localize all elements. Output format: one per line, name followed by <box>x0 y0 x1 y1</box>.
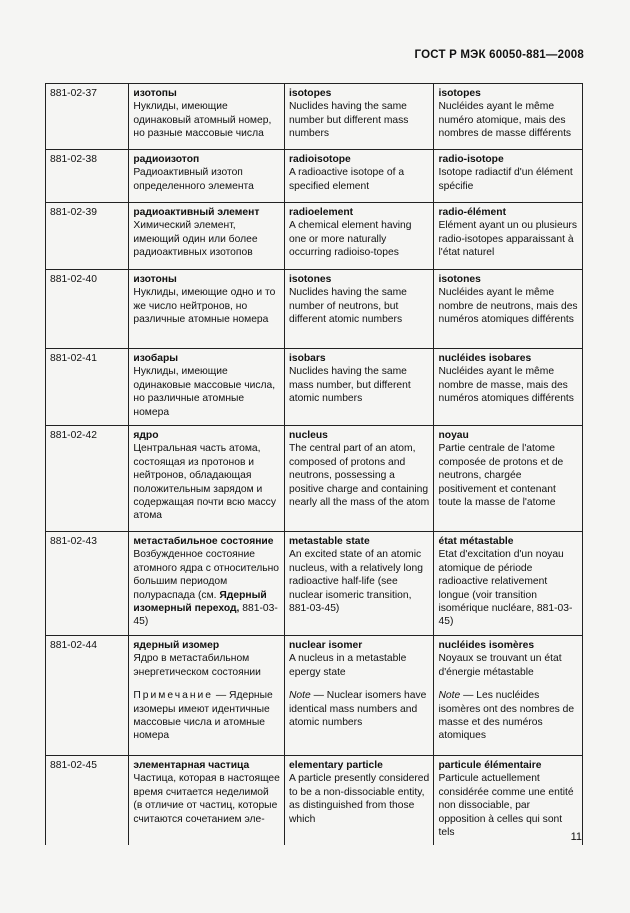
ru-cross-reference-code: 881-03-45) <box>133 603 278 628</box>
table-row <box>46 349 583 426</box>
ru-term: радиоактивный элемент <box>133 207 260 218</box>
fr-term: nucléides isomères <box>438 639 535 651</box>
en-term: radioisotope <box>288 154 351 165</box>
fr-definition: Partie centrale de l'atome composée de protons et de neutrons, chargée positivement et contenant toute la masse de l'atome <box>438 443 564 509</box>
en-term: metastable state <box>288 536 370 548</box>
ru-definition: Нуклиды, имеющие одинаковый атомный номер, но разные массовые числа <box>133 101 272 140</box>
ru-cell <box>129 532 285 636</box>
ru-definition-text: Возбужденное состояние атомного ядра с относительно большим периодом полураспада (см. <box>133 549 280 601</box>
en-cell <box>284 150 434 203</box>
glossary-table <box>45 83 583 845</box>
fr-term: isotopes <box>438 88 481 99</box>
table-row <box>46 426 583 532</box>
table-row <box>46 203 583 270</box>
fr-term: état métastable <box>438 536 514 548</box>
fr-term: noyau <box>438 430 469 442</box>
en-note <box>289 689 430 729</box>
ru-definition: Нуклиды, имеющие одинаковые массовые числа, но различные атомные номера <box>133 366 276 418</box>
en-cell <box>284 270 434 349</box>
ru-note <box>133 689 280 743</box>
fr-note <box>438 689 578 743</box>
fr-cell <box>434 635 583 755</box>
ru-cell <box>129 270 285 349</box>
ru-term: изотоны <box>133 274 177 285</box>
ru-term: изобары <box>133 353 179 364</box>
table-row <box>46 532 583 636</box>
ru-term: радиоизотоп <box>133 154 200 165</box>
ru-definition: Химический элемент, имеющий один или более радиоактивных изотопов <box>133 220 258 259</box>
ru-cell <box>129 635 285 755</box>
entry-code: 881-02-44 <box>46 635 129 755</box>
ru-cell <box>129 203 285 270</box>
en-definition: Nuclides having the same number but different mass numbers <box>288 101 409 140</box>
ru-term: ядро <box>133 430 159 442</box>
ru-definition: Частица, которая в настоящее время считается неделимой (в отличие от частиц, которые считаются сочетанием эле- <box>133 773 280 825</box>
document-header: ГОСТ Р МЭК 60050-881—2008 <box>414 49 584 61</box>
en-term: isotopes <box>288 88 332 99</box>
entry-code: 881-02-40 <box>46 270 129 349</box>
table-row <box>46 270 583 349</box>
table-row <box>46 150 583 203</box>
ru-cell <box>129 150 285 203</box>
en-note-text: — Nuclear isomers have identical mass numbers and atomic numbers <box>288 690 427 728</box>
en-term: isotones <box>288 274 332 285</box>
entry-code: 881-02-38 <box>46 150 129 203</box>
ru-definition <box>133 548 280 628</box>
entry-code: 881-02-37 <box>46 84 129 150</box>
en-cell <box>284 755 434 845</box>
fr-definition: Elément ayant un ou plusieurs radio-isotopes apparaissant à l'état naturel <box>438 220 578 259</box>
table-row <box>46 84 583 150</box>
entry-code: 881-02-41 <box>46 349 129 426</box>
table-row <box>46 755 583 845</box>
ru-cell <box>129 349 285 426</box>
en-term: elementary particle <box>288 759 383 771</box>
ru-term: элементарная частица <box>133 759 250 771</box>
ru-note-text: — Ядерные изомеры имеют идентичные массовые числа и атомные номера <box>133 690 273 742</box>
ru-cell <box>129 755 285 845</box>
entry-code: 881-02-39 <box>46 203 129 270</box>
fr-term: particule élémentaire <box>438 759 542 771</box>
en-term: radioelement <box>288 207 354 218</box>
fr-cell <box>434 426 583 532</box>
entry-code: 881-02-42 <box>46 426 129 532</box>
en-cell <box>284 349 434 426</box>
ru-definition: Нуклиды, имеющие одно и то же число нейтронов, но различные атомные номера <box>133 287 276 326</box>
ru-cell <box>129 426 285 532</box>
ru-definition: Ядро в метастабильном энергетическом состоянии <box>133 653 261 678</box>
entry-code: 881-02-45 <box>46 755 129 845</box>
fr-definition: Nucléides ayant le même nombre de neutrons, mais des numéros atomiques différents <box>438 287 578 326</box>
en-definition: Nuclides having the same number of neutrons, but different atomic numbers <box>288 287 407 326</box>
en-cell <box>284 84 434 150</box>
en-cell <box>284 203 434 270</box>
entry-code: 881-02-43 <box>46 532 129 636</box>
fr-definition: Particule actuellement considérée comme une entité non dissociable, par opposition à celles qui sont tels <box>438 773 574 838</box>
fr-cell <box>434 349 583 426</box>
fr-cell <box>434 203 583 270</box>
fr-term: isotones <box>438 274 481 285</box>
fr-cell <box>434 84 583 150</box>
en-term: isobars <box>288 353 326 364</box>
ru-note-label: Примечание <box>133 690 213 702</box>
fr-note-text: — Les nucléides isomères ont des nombres de masse et des numéros atomiques <box>438 690 575 742</box>
fr-cell <box>434 755 583 845</box>
fr-definition: Nucléides ayant le même nombre de masse, mais des numéros atomiques différents <box>438 366 574 405</box>
en-term: nucleus <box>288 430 328 442</box>
fr-definition: Etat d'excitation d'un noyau atomique de période radioactive relativement longue (voir transition isomérique nucléare, 881-03-45) <box>438 549 573 628</box>
ru-definition: Радиоактивный изотоп определенного элемента <box>133 167 254 192</box>
fr-definition: Noyaux se trouvant un état d'énergie métastable <box>438 653 562 678</box>
ru-term: метастабильное состояние <box>133 536 274 548</box>
en-definition: A radioactive isotope of a specified element <box>288 167 405 192</box>
en-definition: A nucleus in a metastable epergy state <box>288 653 407 678</box>
fr-term: radio-isotope <box>438 154 504 165</box>
en-cell <box>284 426 434 532</box>
en-definition: A chemical element having one or more naturally occurring radioiso-topes <box>288 220 412 259</box>
fr-cell <box>434 532 583 636</box>
en-note-label: Note <box>288 690 311 702</box>
ru-cross-reference: Ядерный изомерный переход, <box>133 589 267 615</box>
en-definition: The central part of an atom, composed of protons and neutrons, possessing a positive charge and containing nearly all the mass of the atom <box>288 443 430 509</box>
en-definition: Nuclides having the same mass number, but different atomic numbers <box>288 366 411 405</box>
ru-definition: Центральная часть атома, состоящая из протонов и нейтронов, обладающая положительным зарядом и содержащая почти всю массу атома <box>133 443 276 522</box>
table-row <box>46 635 583 755</box>
ru-term: ядерный изомер <box>133 639 220 651</box>
en-cell <box>284 635 434 755</box>
ru-term: изотопы <box>133 88 177 99</box>
en-cell <box>284 532 434 636</box>
fr-term: nucléides isobares <box>438 353 532 364</box>
page-number: 11 <box>570 831 582 843</box>
en-term: nuclear isomer <box>288 639 363 651</box>
fr-definition: Nucléides ayant le même numéro atomique, mais des nombres de masse différents <box>438 101 572 140</box>
glossary-body <box>46 84 583 846</box>
en-definition: An excited state of an atomic nucleus, with a relatively long radioactive half-life (see nuclear isomeric transition, 881-03-45) <box>288 549 423 615</box>
en-definition: A particle presently considered to be a non-dissociable entity, as distinguished from those which <box>288 773 430 825</box>
fr-cell <box>434 270 583 349</box>
ru-cell <box>129 84 285 150</box>
fr-term: radio-élément <box>438 207 507 218</box>
fr-note-label: Note <box>438 690 461 702</box>
fr-definition: Isotope radiactif d'un élément spécifie <box>438 167 573 192</box>
fr-cell <box>434 150 583 203</box>
